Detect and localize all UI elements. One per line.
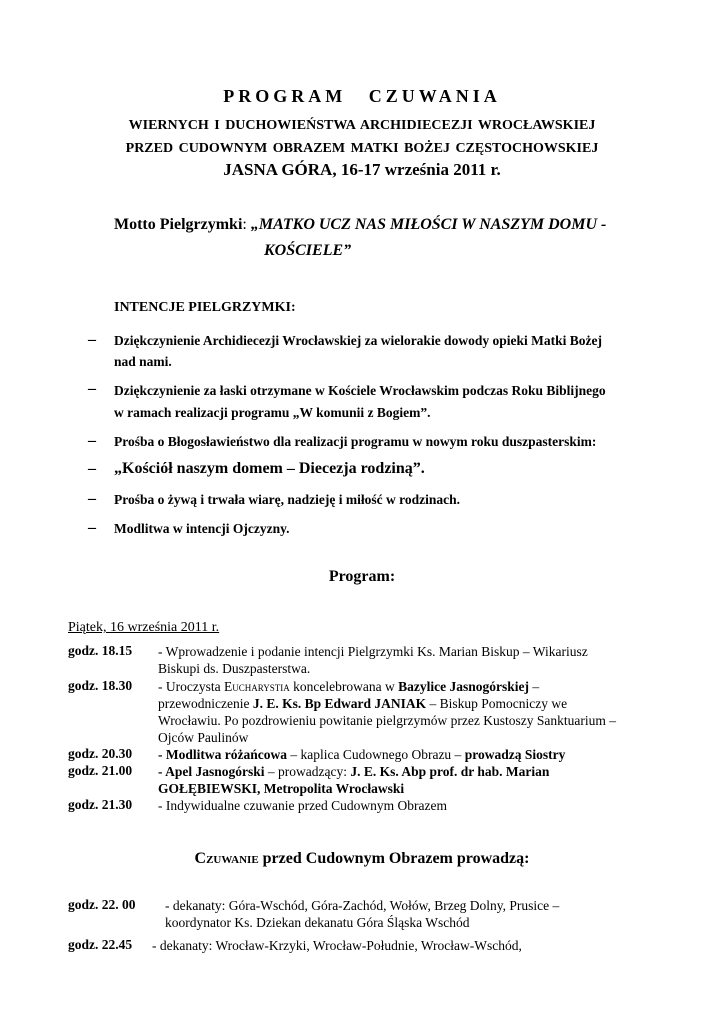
entry-description xyxy=(158,746,565,763)
intention-3-motto: „Kościół naszym domem – Diecezja rodziną”. xyxy=(114,460,425,477)
intention-1-line-2: nad nami. xyxy=(114,354,172,369)
program-heading: Program: xyxy=(328,568,396,585)
entry-text: – prowadzący: xyxy=(264,764,351,779)
motto-colon: : xyxy=(242,216,251,233)
entry-time: godz. 20.30 xyxy=(68,746,133,761)
entry-description xyxy=(165,897,559,931)
entry-line: Ojców Paulinów xyxy=(158,730,249,745)
entry-text: - Uroczysta xyxy=(158,679,224,694)
intention-4: Prośba o żywą i trwała wiarę, nadzieję i miłość w rodzinach. xyxy=(114,492,460,507)
entry-line: - Wprowadzenie i podanie intencji Pielgrzymki Ks. Marian Biskup – Wikariusz xyxy=(158,644,588,659)
entry-apel: - Apel Jasnogórski xyxy=(158,764,265,779)
entry-text: koncelebrowana w xyxy=(289,679,399,694)
subtitle-line-1: WIERNYCH I DUCHOWIEŃSTWA ARCHIDIECEZJI WROCŁAWSKIEJ xyxy=(128,118,596,133)
entry-time: godz. 18.15 xyxy=(68,643,133,658)
entry-line xyxy=(158,695,616,712)
subtitle-place-date: JASNA GÓRA, 16-17 września 2011 r. xyxy=(223,160,501,179)
vigil-heading-sc: Czuwanie xyxy=(194,850,259,867)
entry-time: godz. 22. 00 xyxy=(68,897,136,912)
intentions-heading: INTENCJE PIELGRZYMKI: xyxy=(114,300,296,315)
motto-line-2: KOŚCIELE” xyxy=(264,242,352,259)
entry-archbishop: J. E. Ks. Abp prof. dr hab. Marian xyxy=(350,764,550,779)
entry-line: Wrocławiu. Po pozdrowieniu powitanie pielgrzymów przez Kustoszy Sanktuarium – xyxy=(158,713,616,728)
entry-line xyxy=(158,746,565,763)
motto-line-1 xyxy=(114,216,606,234)
entry-basilica: Bazylice Jasnogórskiej xyxy=(398,679,529,694)
entry-line: koordynator Ks. Dziekan dekanatu Góra Śląska Wschód xyxy=(165,915,470,930)
entry-text: przewodniczenie xyxy=(158,696,253,711)
list-dash: – xyxy=(88,331,96,348)
entry-line: Biskupi ds. Duszpasterstwa. xyxy=(158,661,311,676)
vigil-heading xyxy=(0,850,724,868)
entry-description xyxy=(158,678,616,746)
entry-description xyxy=(152,937,522,954)
entry-text: – kaplica Cudownego Obrazu – xyxy=(286,747,465,762)
motto-label: Motto Pielgrzymki xyxy=(114,216,243,233)
subtitle-line-2: PRZED CUDOWNYM OBRAZEM MATKI BOŻEJ CZĘSTOCHOWSKIEJ xyxy=(125,141,599,156)
entry-text: – Biskup Pomocniczy we xyxy=(426,696,568,711)
document-title: PROGRAM CZUWANIA xyxy=(223,86,501,106)
entry-eucharist: Eucharystia xyxy=(223,679,290,694)
entry-time: godz. 21.00 xyxy=(68,763,133,778)
entry-line: - Indywidualne czuwanie przed Cudownym Obrazem xyxy=(158,798,448,813)
entry-leaders: prowadzą Siostry xyxy=(464,747,566,762)
vigil-heading-rest: przed Cudownym Obrazem prowadzą: xyxy=(258,850,530,867)
entry-description xyxy=(158,797,447,814)
intention-1-line-1: Dziękczynienie Archidiecezji Wrocławskiej za wielorakie dowody opieki Matki Bożej xyxy=(114,333,602,348)
motto-text-1: „MATKO UCZ NAS MIŁOŚCI W NASZYM DOMU - xyxy=(250,216,607,233)
program-day: Piątek, 16 września 2011 r. xyxy=(68,620,220,635)
entry-time: godz. 22.45 xyxy=(68,937,133,952)
entry-text: – xyxy=(528,679,540,694)
entry-bishop: J. E. Ks. Bp Edward JANIAK xyxy=(252,696,427,711)
intention-3: Prośba o Błogosławieństwo dla realizacji programu w nowym roku duszpasterskim: xyxy=(114,434,597,449)
entry-time: godz. 18.30 xyxy=(68,678,133,693)
intention-5: Modlitwa w intencji Ojczyzny. xyxy=(114,521,290,536)
entry-line xyxy=(158,763,549,780)
entry-line: GOŁĘBIEWSKI, Metropolita Wrocławski xyxy=(158,781,405,796)
list-dash: – xyxy=(88,460,96,477)
list-dash: – xyxy=(88,380,96,397)
entry-line: - dekanaty: Góra-Wschód, Góra-Zachód, Wołów, Brzeg Dolny, Prusice – xyxy=(165,898,560,913)
list-dash: – xyxy=(88,490,96,507)
entry-rosary: - Modlitwa różańcowa xyxy=(158,747,287,762)
entry-description xyxy=(158,763,549,797)
intention-2-line-1: Dziękczynienie za łaski otrzymane w Kościele Wrocławskim podczas Roku Biblijnego xyxy=(114,383,606,398)
intention-2-line-2: w ramach realizacji programu „W komunii z Bogiem”. xyxy=(114,405,431,420)
list-dash: – xyxy=(88,432,96,449)
entry-line: - dekanaty: Wrocław-Krzyki, Wrocław-Południe, Wrocław-Wschód, xyxy=(152,938,522,953)
entry-description xyxy=(158,643,588,677)
list-dash: – xyxy=(88,519,96,536)
entry-line xyxy=(158,678,616,695)
entry-time: godz. 21.30 xyxy=(68,797,133,812)
